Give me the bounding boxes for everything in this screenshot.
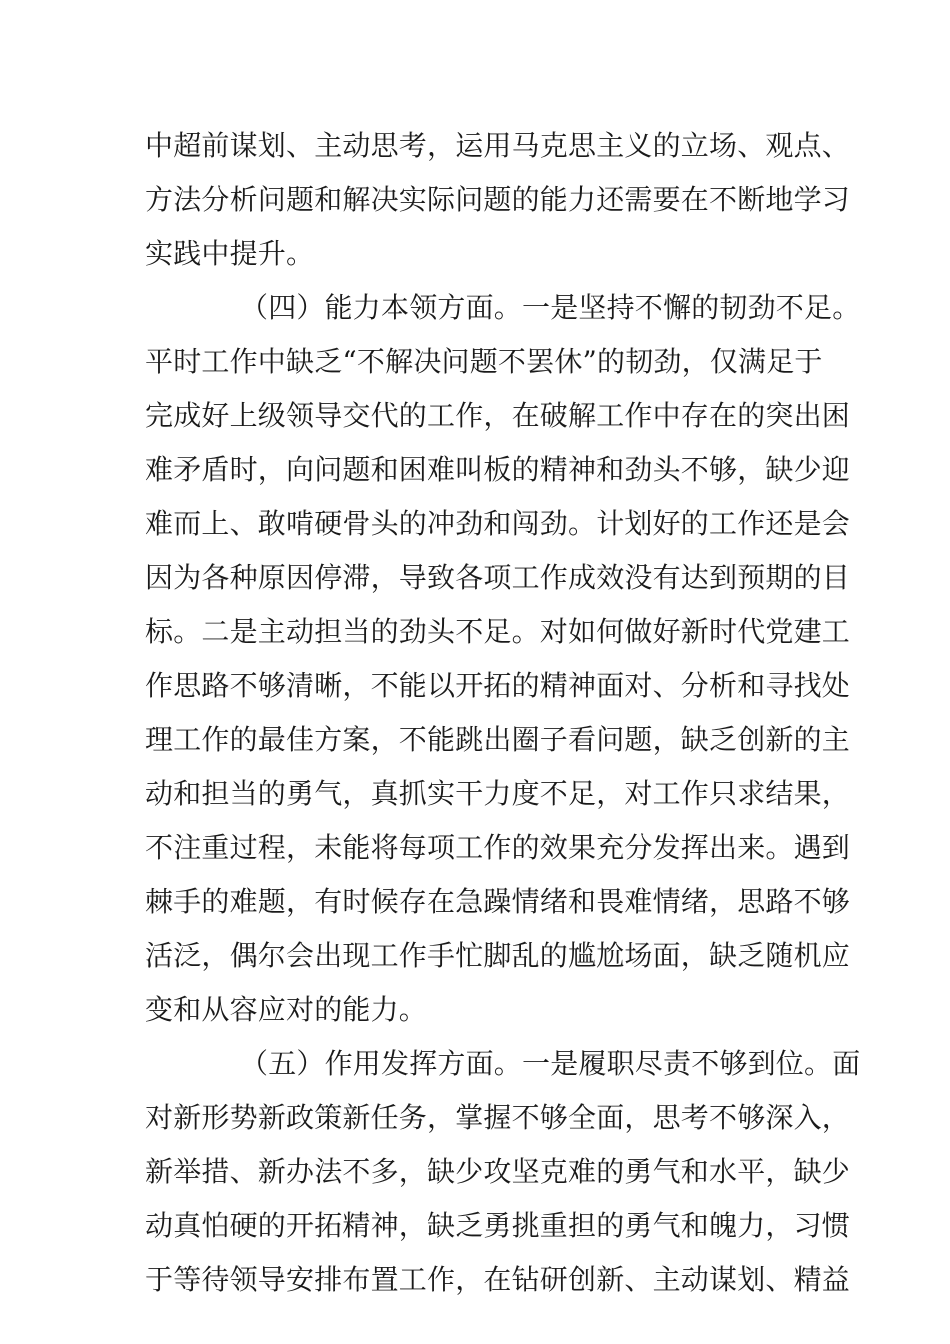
text-line: 完成好上级领导交代的工作，在破解工作中存在的突出困 — [145, 399, 851, 432]
section-heading-line: （四）能力本领方面。一是坚持不懈的韧劲不足。 — [240, 291, 861, 324]
text-line: 因为各种原因停滞，导致各项工作成效没有达到预期的目 — [145, 561, 851, 594]
text-line: 棘手的难题，有时候存在急躁情绪和畏难情绪，思路不够 — [145, 885, 851, 918]
text-line: 于等待领导安排布置工作，在钻研创新、主动谋划、精益 — [145, 1263, 851, 1296]
text-line: 变和从容应对的能力。 — [145, 993, 428, 1026]
text-line: 作思路不够清晰，不能以开拓的精神面对、分析和寻找处 — [145, 669, 851, 702]
text-line: 平时工作中缺乏“不解决问题不罢休”的韧劲，仅满足于 — [145, 345, 823, 378]
text-line: 难矛盾时，向问题和困难叫板的精神和劲头不够，缺少迎 — [145, 453, 851, 486]
text-line: 新举措、新办法不多，缺少攻坚克难的勇气和水平，缺少 — [145, 1155, 851, 1188]
text-line: 方法分析问题和解决实际问题的能力还需要在不断地学习 — [145, 183, 851, 216]
text-line: 对新形势新政策新任务，掌握不够全面，思考不够深入， — [145, 1101, 851, 1134]
text-line: 活泛，偶尔会出现工作手忙脚乱的尴尬场面，缺乏随机应 — [145, 939, 851, 972]
text-line: 实践中提升。 — [145, 237, 315, 270]
text-line: 理工作的最佳方案，不能跳出圈子看问题，缺乏创新的主 — [145, 723, 851, 756]
text-line: 动真怕硬的开拓精神，缺乏勇挑重担的勇气和魄力，习惯 — [145, 1209, 851, 1242]
text-line: 中超前谋划、主动思考，运用马克思主义的立场、观点、 — [145, 129, 851, 162]
text-line: 动和担当的勇气，真抓实干力度不足，对工作只求结果， — [145, 777, 851, 810]
text-line: 不注重过程，未能将每项工作的效果充分发挥出来。遇到 — [145, 831, 851, 864]
section-heading-line: （五）作用发挥方面。一是履职尽责不够到位。面 — [240, 1047, 861, 1080]
text-line: 标。二是主动担当的劲头不足。对如何做好新时代党建工 — [145, 615, 851, 648]
text-line: 难而上、敢啃硬骨头的冲劲和闯劲。计划好的工作还是会 — [145, 507, 851, 540]
